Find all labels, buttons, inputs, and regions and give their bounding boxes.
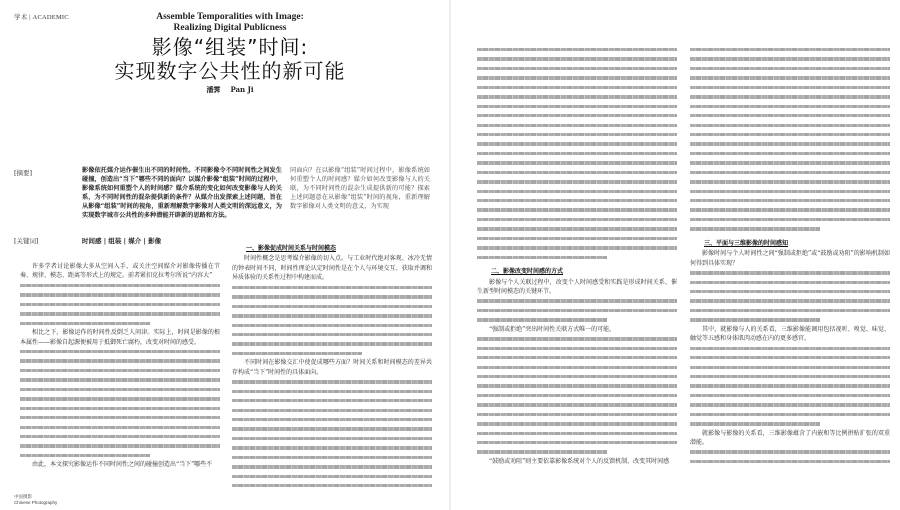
author-name-zh: 潘霁 xyxy=(206,85,221,94)
keywords-text: 时间感 | 组装 | 媒介 | 影像 xyxy=(82,237,162,245)
text-line xyxy=(232,443,432,452)
paragraph: 就影像与影像的关系看，三维影像蕴含了内嵌和等比例拼贴扩张的双重潜能。 xyxy=(690,429,890,447)
text-line xyxy=(690,111,890,120)
text-line xyxy=(477,381,677,390)
text-line xyxy=(477,334,677,343)
text-line xyxy=(20,309,220,318)
text-line xyxy=(477,306,677,315)
text-line xyxy=(477,54,677,63)
text-line xyxy=(20,366,220,375)
text-line xyxy=(232,311,432,320)
text-line xyxy=(690,306,890,315)
text-line xyxy=(690,121,890,130)
right-page-column-1 xyxy=(477,45,677,466)
text-line xyxy=(477,102,677,111)
magazine-footer xyxy=(14,494,57,505)
text-line xyxy=(477,253,677,262)
text-line xyxy=(232,453,432,462)
title-en-line1: Assemble Temporalities with Image: xyxy=(156,12,304,22)
right-page-column-2 xyxy=(690,45,890,466)
title-en-line2: Realizing Digital Publicness xyxy=(173,22,287,33)
text-line xyxy=(690,45,890,54)
running-head: 学术 | ACADEMIC xyxy=(14,14,69,21)
text-line xyxy=(690,177,890,186)
text-line xyxy=(20,375,220,384)
text-line xyxy=(20,281,220,290)
text-line xyxy=(232,330,432,339)
text-line xyxy=(232,462,432,471)
text-line xyxy=(477,149,677,158)
text-line xyxy=(690,287,890,296)
section-heading-1: 一、影像促成时间关系与时间模态 xyxy=(246,245,337,252)
title-zh-line1: 影像“组装”时间: xyxy=(151,35,309,59)
text-line xyxy=(477,187,677,196)
text-line xyxy=(477,92,677,101)
text-line xyxy=(690,372,890,381)
text-line xyxy=(690,130,890,139)
text-line xyxy=(690,410,890,419)
text-line xyxy=(20,413,220,422)
text-line xyxy=(690,102,890,111)
text-line xyxy=(690,92,890,101)
text-line xyxy=(20,404,220,413)
text-line xyxy=(690,149,890,158)
text-line xyxy=(690,457,890,466)
left-page-column-1 xyxy=(20,262,220,470)
text-line xyxy=(20,290,220,299)
text-line xyxy=(477,45,677,54)
text-line xyxy=(232,481,432,490)
text-line xyxy=(690,215,890,224)
text-line xyxy=(477,111,677,120)
text-line xyxy=(477,177,677,186)
text-line xyxy=(477,429,677,438)
text-line xyxy=(477,353,677,362)
text-line xyxy=(690,278,890,287)
text-line xyxy=(477,168,677,177)
text-line xyxy=(232,387,432,396)
magazine-name-en: Chinese Photography xyxy=(14,499,58,505)
text-line xyxy=(690,83,890,92)
text-line xyxy=(477,243,677,252)
text-line xyxy=(232,302,432,311)
text-line xyxy=(20,300,220,309)
text-line xyxy=(477,64,677,73)
text-line xyxy=(690,139,890,148)
text-line xyxy=(477,372,677,381)
paragraph: 时间性概念是思考媒介影像的切入点。与工业时代绝对客观、冰冷无情的钟表时间不同，时间性理论认定时间性是在个人与环境交互、获取并调和异质体验的关系性过程中构建而成。 xyxy=(232,255,432,282)
right-page xyxy=(450,0,900,510)
text-line xyxy=(20,347,220,356)
text-line xyxy=(690,344,890,353)
text-line xyxy=(477,234,677,243)
text-line xyxy=(232,349,432,358)
text-line xyxy=(20,423,220,432)
text-line xyxy=(477,121,677,130)
paragraph: “强制或拒绝”突出时间性关联方式唯一的可能。 xyxy=(489,325,616,333)
author-byline xyxy=(100,85,360,95)
paragraph: 影像与个人关联过程中，改变个人时间感受和实践是形成时间关系、催生新型时间模态的关键环节。 xyxy=(477,278,677,295)
abstract-text: 影像依托媒介运作催生出不同的时间性。不同影像令不同时间性之间发生碰撞，创造出“当下”哪些不同的面向？以媒介影像“组装”时间的过程中，影像系统如何重塑个人的时间感？媒介系统的变化如何改变影像与人的关系，为不同时间性的混杂提供新的条件？从媒介出发探索上述问题，旨在从影像“组装”时间的视角，重新理解数字影像对人类文明的深远意义，为实现数字城市公共性的多种潜能开辟新的思路和方法。 xyxy=(82,167,282,220)
text-line xyxy=(477,400,677,409)
text-line xyxy=(690,315,890,324)
text-line xyxy=(232,415,432,424)
text-line xyxy=(477,73,677,82)
text-line xyxy=(477,224,677,233)
title-zh-line2: 实现数字公共性的新可能 xyxy=(114,59,346,83)
text-line xyxy=(690,224,890,233)
text-line xyxy=(232,406,432,415)
article-title-block xyxy=(100,12,360,95)
text-line xyxy=(20,441,220,450)
text-line xyxy=(690,353,890,362)
text-line xyxy=(690,196,890,205)
abstract-label: [摘要] xyxy=(14,169,33,177)
text-line xyxy=(690,187,890,196)
text-line xyxy=(690,391,890,400)
abstract-continuation: 同面向？在以影像“组装”时间过程中，影像系统如何重塑个人的时间感？媒介如何改变影像与人的关联，为不同时间性的混杂生成提供新的可能？探索上述问题意在从影像“组装”时间的视角，重新理解数字影像对人类文明的意义，为实现 xyxy=(290,167,430,211)
text-line xyxy=(232,472,432,481)
paragraph: “鼓励或劝阻”则主要依靠影像系统对个人的反馈机制，改变其时间感 xyxy=(489,457,670,465)
paragraph: 相比之下，影像运作的时间性反倒乏人问津。实际上，时间是影像的根本属性——影像自起源便被用于抵御死亡腐朽，改变对时间的感受。 xyxy=(20,329,220,346)
text-line xyxy=(232,321,432,330)
paragraph: 影像时间与个人时间性之间“强制或拒绝”或“鼓励或劝阻”的影响机制如何得到具体实现？ xyxy=(690,250,890,267)
text-line xyxy=(20,385,220,394)
text-line xyxy=(477,196,677,205)
text-line xyxy=(690,64,890,73)
text-line xyxy=(690,363,890,372)
text-line xyxy=(232,339,432,348)
section-heading-3: 三、平面与三维影像的时间感知 xyxy=(704,239,789,247)
paragraph: 不同时间在影像交汇中使促成哪些方面？时间关系和时间模态的差异共存构成“当下”时间性的具体面向。 xyxy=(232,359,432,376)
text-line xyxy=(477,139,677,148)
text-line xyxy=(477,438,677,447)
text-line xyxy=(20,356,220,365)
text-line xyxy=(477,315,677,324)
text-line xyxy=(232,396,432,405)
text-line xyxy=(690,158,890,167)
text-line xyxy=(20,394,220,403)
text-line xyxy=(477,158,677,167)
paragraph: 许多学者讨论影像大多从空间入手，或关注空间媒介对影像传播在节奏、规律、模态、距离等形式上的规定。前者紧扣克拉考尔所说“内容大” xyxy=(20,263,220,280)
text-line xyxy=(20,432,220,441)
text-line xyxy=(690,205,890,214)
text-line xyxy=(20,319,220,328)
text-line xyxy=(690,168,890,177)
text-line xyxy=(232,424,432,433)
text-line xyxy=(477,391,677,400)
magazine-name-zh: 中国摄影 xyxy=(14,494,32,499)
text-line xyxy=(232,377,432,386)
text-line xyxy=(20,451,220,460)
text-line xyxy=(477,296,677,305)
text-line xyxy=(232,292,432,301)
author-name-en: Pan Ji xyxy=(230,85,254,94)
text-line xyxy=(690,268,890,277)
text-line xyxy=(477,215,677,224)
text-line xyxy=(477,447,677,456)
text-line xyxy=(690,400,890,409)
text-line xyxy=(232,283,432,292)
section-heading-2: 二、影像改变时间感的方式 xyxy=(491,268,564,276)
text-line xyxy=(477,83,677,92)
text-line xyxy=(477,419,677,428)
keywords-label: [关键词] xyxy=(14,237,39,245)
text-line xyxy=(690,419,890,428)
text-line xyxy=(477,410,677,419)
text-line xyxy=(690,73,890,82)
text-line xyxy=(477,363,677,372)
paragraph: 由此，本文探究影像运作不同时间性之间的碰撞创造出“当下”哪些不 xyxy=(32,461,213,469)
text-line xyxy=(477,344,677,353)
paragraph: 其中，就影像与人的关系看，三维影像能调用包括视听、嗅觉、味觉、触觉等五感和身体肌肉动感在内的更多感官。 xyxy=(690,325,890,343)
text-line xyxy=(690,54,890,63)
text-line xyxy=(477,205,677,214)
left-page-column-2 xyxy=(232,239,432,490)
text-line xyxy=(232,434,432,443)
text-line xyxy=(690,447,890,456)
text-line xyxy=(690,296,890,305)
text-line xyxy=(477,130,677,139)
text-line xyxy=(690,381,890,390)
